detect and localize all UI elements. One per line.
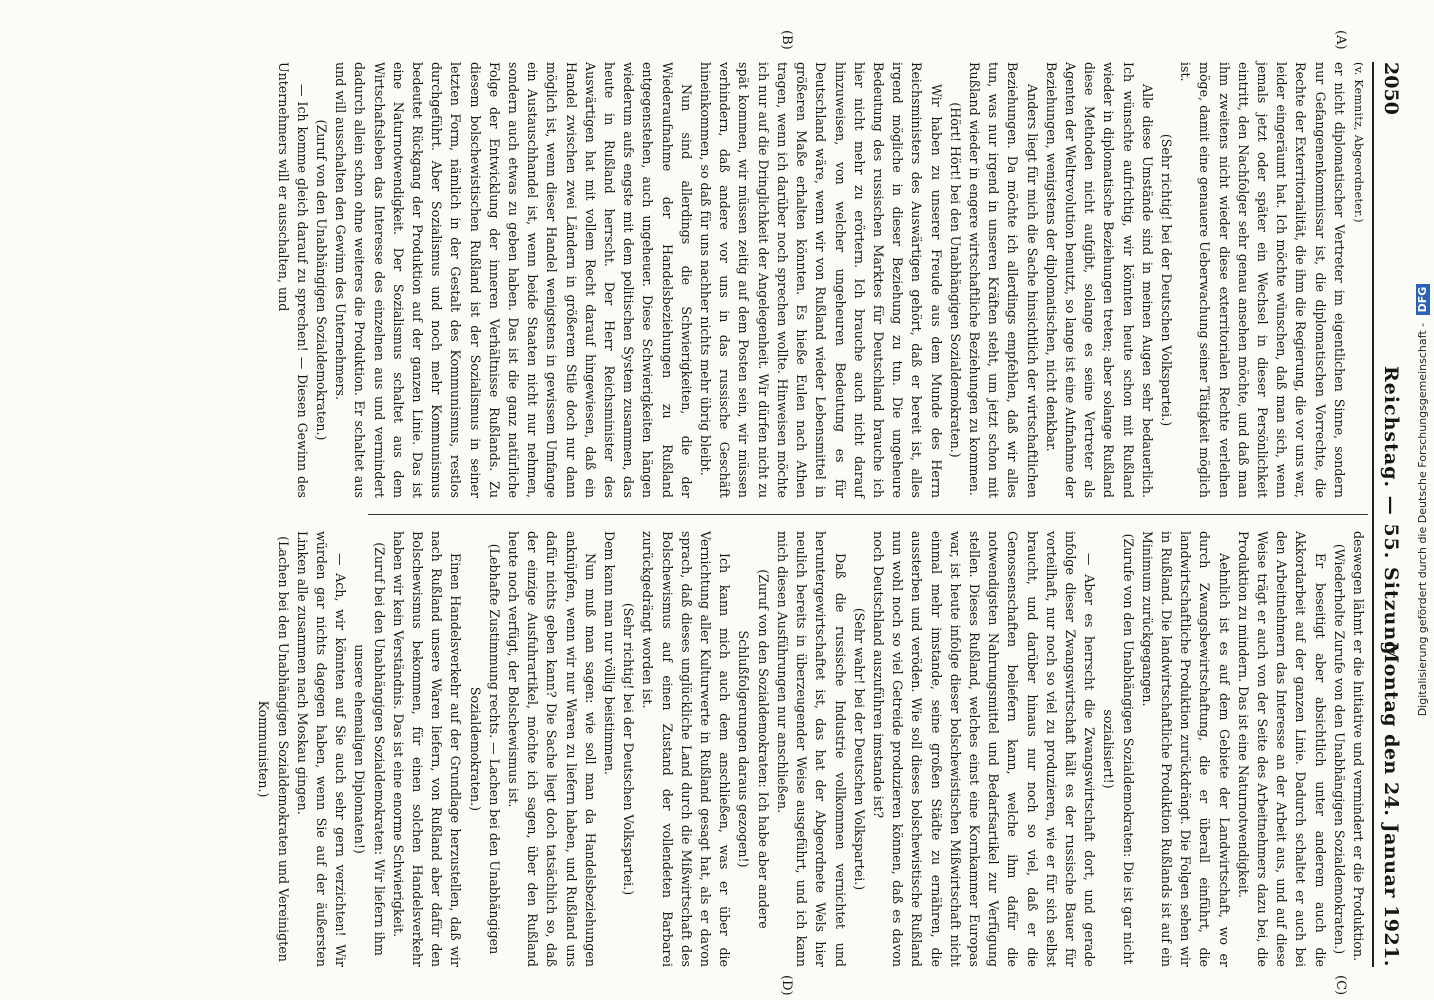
margin-marker-d: (D)	[779, 975, 794, 996]
paragraph: Einen Handelsverkehr auf der Grundlage herzustellen, daß wir nach Rußland unsere Waren liefern, von Rußland aber dafür den Bolschewismus bekommen, für einen solchen Handelsverkehr haben wir kein Verständnis. Das ist eine enorme Schwierigkeit.	[390, 531, 464, 967]
paragraph: Nun sind allerdings die Schwierigkeiten, die der Wiederaufnahme der Handelsbeziehungen zu Rußland entgegenstehen, auch ungeheuer. Diese Schwierigkeiten hängen wiederum aufs engste mit dem politischen System zusammen, das heute in Rußland herrscht. Der Herr Reichsminister des Auswärtigen hat mit vollem Recht darauf hingewiesen, daß ein Handel zwischen zwei Ländern in größerem Stile doch nur dann möglich ist, wenn dieser Handel wenigstens in gewissem Umfange ein Austauschhandel ist, wenn beide Staaten nicht nur nehmen, sondern auch etwas zu geben haben. Das ist die ganz natürliche Folge der Entwicklung der inneren Verhältnisse Rußlands. Zu diesem bolschewistischen Rußland ist der Sozialismus in seiner letzten Form, nämlich in der Gestalt des Kommunismus, restlos durchgeführt. Aber Sozialismus und noch mehr Kommunismus bedeutet Rückgang der Produktion auf der ganzen Linie. Das ist eine Naturnotwendigkeit. Der Sozialismus schaltet aus dem Wirtschaftsleben das Interesse des einzelnen aus und vermindert dadurch allein schon ohne weiteres die Produktion. Er schaltet aus und will ausschalten den Gewinn des Unternehmers.	[333, 62, 694, 498]
paragraph: er nicht diplomatischer Vertreter im eigentlichen Sinne, sondern nur Gefangenenkommissar ist, die diplomatischen Vorrechte, die Rechte der Exterritorialität, die ihm die Regierung, die vor uns war, leider eingeräumt hat. Ich möchte wünschen, daß man sich, wenn jemals jetzt oder später ein Wechsel in dieser Persönlichkeit eintritt, den Nachfolger sehr genau ansehen möchte, und daß man ihm zweitens nicht wieder diese exterritorialen Rechte verleihen möge, damit eine genauere Ueberwachung seiner Tätigkeit möglich ist.	[1178, 62, 1347, 498]
paragraph: Dem kann man nur völlig beistimmen.	[602, 531, 618, 776]
page-header	[1372, 62, 1412, 967]
paragraph: Ich kann mich auch dem anschließen, was er über die Vernichtung aller Kulturwerte in Rußland gesagt hat, als er davon sprach, daß dieses unglückliche Land durch die Mißwirtschaft des Bolschewismus auf einen Zustand der vollendeten Barbarei zurückgedrängt worden ist.	[640, 531, 733, 967]
interjection: (Lebhafte Zustimmung rechts. — Lachen bei den Unabhängigen Sozialdemokraten.)	[467, 543, 502, 955]
interjection: (Zurufe von den Unabhängigen Sozialdemokraten: Die ist gar nicht sozialisiert!)	[1101, 533, 1136, 965]
paragraph: Nun muß man sagen: wie soll man da Handelsbeziehungen anknüpfen, wenn wir nur Waren zu liefern haben, und Rußland uns dafür nichts geben kann? Die Sache liegt doch tatsächlich so, daß der einzige Ausfuhrartikel, möchte ich sagen, über den Rußland heute noch verfügt, der Bolschewismus ist.	[506, 531, 598, 967]
interjection: (Sehr richtig! bei der Deutschen Volkspartei.)	[1158, 133, 1174, 427]
interjection: (Sehr richtig! bei der Deutschen Volkspartei.)	[621, 602, 637, 896]
interjection: (Sehr wahr! bei der Deutschen Volkspartei.)	[851, 607, 867, 891]
interjection: (Zuruf bei den Unabhängigen Sozialdemokraten: Wir liefern ihm unsere ehemaligen Diplomaten!)	[352, 542, 387, 956]
left-column-body	[273, 62, 1348, 498]
paragraph: deswegen lähmt er die Initiative und vermindert er die Produktion.	[1351, 531, 1366, 962]
interjection: (Lachen bei den Unabhängigen Sozialdemokraten und Vereinigten Kommunisten.)	[256, 536, 291, 962]
interjection: (Hört! Hört! bei den Unabhängigen Sozialdemokraten.)	[947, 102, 963, 458]
right-column-body	[254, 531, 1368, 967]
digitization-footer-strip	[1412, 0, 1434, 1000]
paragraph: Alle diese Umstände sind in meinen Augen sehr bedauerlich. Ich wünschte aufrichtig, wir könnten heute schon mit Rußland wieder in diplomatische Beziehungen treten; aber solange Rußland diese Methoden nicht aufgibt, solange es seine Vertreter als Agenten der Weltrevolution benutzt, so lange ist eine Aufnahme der Beziehungen, wenigstens der diplomatischen, nicht denkbar.	[1043, 62, 1155, 498]
paragraph: Aehnlich ist es auf dem Gebiete der Landwirtschaft, wo er durch Zwangsbewirtschaftung, die er überall einführt, die landwirtschaftliche Produktion zurückdrängt. Die Folgen sehen wir in Rußland. Die landwirtschaftliche Produktion Rußlands ist auf ein Minimum zurückgegangen.	[1139, 531, 1232, 967]
paragraph: Daß die russische Industrie vollkommen vernichtet und heruntergewirtschaftet ist, das hat der Abgeordnete Wels hier neulich bereits in überzeugender Weise ausgeführt, und ich kann mich diesen Ausführungen nur anschließen.	[774, 531, 848, 967]
margin-marker-a: (A)	[1333, 30, 1348, 50]
column-divider	[368, 514, 1368, 515]
digitization-credit: Digitalisierung gefördert durch die Deutsche Forschungsgemeinschaft -	[1416, 322, 1429, 717]
paragraph: Er beseitigt aber absichtlich unter anderem auch die Akkordarbeit auf der ganzen Linie. Dadurch schaltet er auch bei den Arbeitnehmern das Interesse an der Arbeit aus, und auf diese Weise trägt er auch von der Seite des Arbeitnehmers dazu bei, die Produktion zu mindern. Das ist eine Naturnotwendigkeit.	[1235, 531, 1328, 967]
interjection: (Wiederholte Zurufe von den Unabhängigen Sozialdemokraten.)	[1331, 543, 1347, 955]
interjection: (Zuruf von den Unabhängigen Sozialdemokraten.)	[314, 119, 330, 441]
session-title: Reichstag. — 55. Sitzung.	[1380, 365, 1402, 664]
margin-marker-b: (B)	[779, 30, 794, 50]
paragraph: — Ich komme gleich darauf zu sprechen! — Diesen Gewinn des Unternehmers will er ausschalten, und	[275, 62, 310, 498]
dfg-logo: DFG	[1416, 284, 1430, 316]
speaker-line: (v. Kemnitz, Abgeordneter.)	[1352, 62, 1365, 223]
paragraph: Wir haben zu unserer Freude aus dem Munde des Herrn Reichsministers des Auswärtigen gehört, daß er bereit ist, alles irgend mögliche in dieser Beziehung zu tun. Die ungeheure Bedeutung des russischen Marktes für Deutschland brauche ich hier nicht mehr zu erörtern. Ich brauche auch nicht darauf hinzuweisen, von welcher ungeheuren Bedeutung es für Deutschland wäre, wenn wir von Rußland wieder Lebensmittel in größeren Maße erhalten könnten. Es hieße Eulen nach Athen tragen, wenn ich darüber noch sprechen wollte. Hinweisen möchte ich nur auf die Dringlichkeit der Angelegenheit. Wir dürfen nicht zu spät kommen, wir müssen zeitig auf dem Posten sein, wir müssen verhindern, daß andere vor uns in das russische Geschäft hineinkommen, so daß für uns nachher nichts mehr übrig bleibt.	[698, 62, 944, 498]
text-column-left	[275, 62, 1368, 498]
paragraph: — Aber es herrscht die Zwangswirtschaft dort, und gerade infolge dieser Zwangswirtschaft hält es der russische Bauer für vorteilhaft, nur noch so viel zu produzieren, wie er für sich selbst braucht, und darüber hinaus nur noch so viel, daß er die Genossenschaften beliefern kann, welche ihm dafür die notwendigsten Nahrungsmittel und Bedarfsartikel zur Verfügung stellen. Dieses Rußland, welches einst eine Kornkammer Europas war, ist heute infolge dieser bolschewistischen Mißwirtschaft nicht einmal mehr imstande, seine großen Städte zu ernähren, die aussterben und veröden. Wie soll dieses bolschewistische Rußland nun wohl noch so viel Getreide produzieren können, daß es davon noch Deutschland auszuführen imstande ist?	[870, 531, 1098, 967]
paragraph: — Ach, wir könnten auf Sie auch sehr gern verzichten! Wir würden gar nichts dagegen haben, wenn Sie auf der äußersten Linken alle zusammen nach Moskau gingen.	[294, 531, 349, 967]
margin-marker-c: (C)	[1333, 975, 1348, 996]
session-date: Montag den 24. Januar 1921.	[1380, 642, 1402, 967]
page-number: 2050	[1380, 62, 1402, 115]
text-column-right	[256, 531, 1368, 967]
paragraph: Anders liegt für mich die Sache hinsichtlich der wirtschaftlichen Beziehungen. Da möchte ich allerdings empfehlen, daß wir alles tun, was nur irgend in unseren Kräften steht, um jetzt schon mit Rußland wieder in engere wirtschaftliche Beziehungen zu kommen.	[966, 62, 1040, 498]
interjection: (Zuruf von den Sozialdemokraten: Ich habe aber andere Schlußfolgerungen daraus gezogen!)	[736, 569, 771, 929]
